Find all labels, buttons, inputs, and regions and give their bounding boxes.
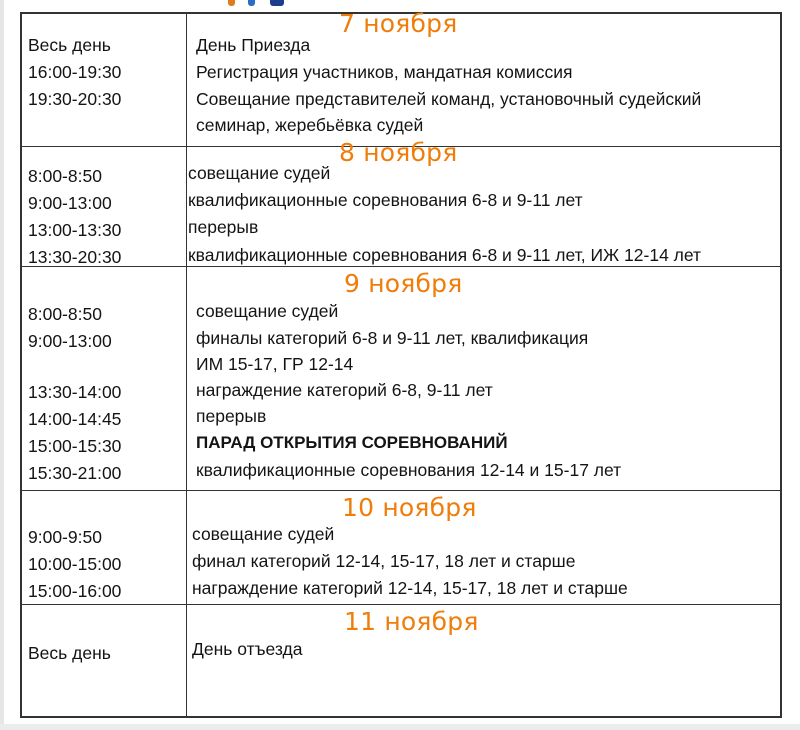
event-text: День Приезда: [196, 35, 311, 55]
time-slot: 16:00-19:30: [28, 62, 122, 82]
time-slot: Весь день: [28, 643, 111, 663]
event-text: перерыв: [196, 406, 267, 426]
event-text: Совещание представителей команд, установочный судейский: [196, 89, 702, 109]
event-text-highlight: ПАРАД ОТКРЫТИЯ СОРЕВНОВАНИЙ: [196, 433, 508, 452]
time-slot: 15:30-21:00: [28, 463, 122, 483]
day-date: 11 ноября: [344, 607, 479, 636]
event-text: награждение категорий 12-14, 15-17, 18 лет и старше: [192, 578, 628, 598]
page-bottom-edge: [0, 724, 800, 730]
time-slot: 19:30-20:30: [28, 89, 122, 109]
event-text: совещание судей: [196, 301, 339, 321]
event-text: награждение категорий 6-8, 9-11 лет: [196, 380, 493, 400]
page-edge-shadow: [0, 0, 4, 730]
time-slot: 13:30-14:00: [28, 382, 122, 402]
schedule-table: [20, 9, 782, 718]
event-text: финал категорий 12-14, 15-17, 18 лет и старше: [192, 551, 576, 571]
day-date: 9 ноября: [344, 269, 463, 298]
row-divider: [22, 490, 780, 491]
time-slot: 13:00-13:30: [28, 220, 122, 240]
day-date: 10 ноября: [342, 493, 477, 522]
column-divider: [186, 14, 187, 716]
time-slot: 8:00-8:50: [28, 166, 102, 186]
logo-stroke-blue: [248, 0, 255, 6]
event-text: совещание судей: [188, 163, 331, 183]
logo-stroke-navy: [270, 0, 284, 6]
event-text: квалификационные соревнования 6-8 и 9-11 лет, ИЖ 12-14 лет: [188, 245, 702, 265]
day-date: 7 ноября: [339, 9, 458, 38]
time-slot: 15:00-16:00: [28, 581, 122, 601]
time-slot: 14:00-14:45: [28, 409, 122, 429]
event-text: ИМ 15-17, ГР 12-14: [196, 354, 354, 374]
row-divider: [22, 604, 780, 605]
time-slot: 9:00-13:00: [28, 331, 112, 351]
time-slot: Весь день: [28, 35, 111, 55]
time-slot: 10:00-15:00: [28, 554, 122, 574]
event-text: квалификационные соревнования 12-14 и 15-17 лет: [196, 460, 622, 480]
event-text: перерыв: [188, 217, 259, 237]
event-text: квалификационные соревнования 6-8 и 9-11 лет: [188, 190, 583, 210]
time-slot: 15:00-15:30: [28, 436, 122, 456]
time-slot: 13:30-20:30: [28, 247, 122, 267]
event-text: совещание судей: [192, 524, 335, 544]
event-text: День отъезда: [192, 639, 303, 659]
time-slot: 8:00-8:50: [28, 304, 102, 324]
event-text: финалы категорий 6-8 и 9-11 лет, квалификация: [196, 328, 589, 348]
event-text: семинар, жеребьёвка судей: [196, 115, 424, 135]
logo-stroke-orange: [228, 0, 235, 6]
day-date: 8 ноября: [339, 138, 458, 167]
time-slot: 9:00-9:50: [28, 527, 102, 547]
event-text: Регистрация участников, мандатная комиссия: [196, 62, 573, 82]
row-divider: [22, 266, 780, 267]
time-slot: 9:00-13:00: [28, 193, 112, 213]
